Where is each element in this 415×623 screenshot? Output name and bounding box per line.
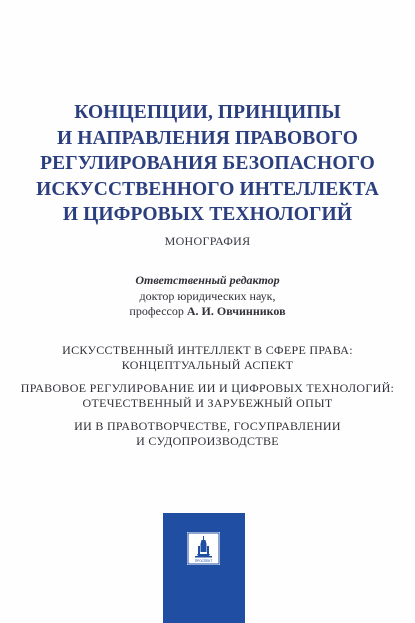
section-item (0, 381, 415, 411)
editor-line (0, 304, 415, 320)
editor-title-prefix: профессор (129, 304, 184, 318)
title-line: И ЦИФРОВЫХ ТЕХНОЛОГИЙ (62, 204, 353, 225)
editor-name: А. И. Овчинников (186, 304, 286, 318)
editor-block (0, 273, 415, 320)
title-line: КОНЦЕПЦИИ, ПРИНЦИПЫ (74, 102, 341, 123)
section-line: КОНЦЕПТУАЛЬНЫЙ АСПЕКТ (121, 358, 294, 372)
sections-list (0, 343, 415, 457)
publisher-logo-icon (187, 532, 220, 565)
genre-label: МОНОГРАФИЯ (164, 234, 251, 248)
editor-role: Ответственный редактор (135, 273, 280, 287)
title-line: ИСКУССТВЕННОГО ИНТЕЛЛЕКТА (36, 178, 379, 200)
publisher-band (163, 513, 245, 623)
title-line: И НАПРАВЛЕНИЯ ПРАВОВОГО (57, 127, 358, 149)
section-item (0, 419, 415, 449)
section-line: ИИ В ПРАВОТВОРЧЕСТВЕ, ГОСУПРАВЛЕНИИ (74, 419, 341, 433)
publisher-logo (187, 532, 220, 565)
section-item (0, 343, 415, 373)
publisher-logo-text: ПРОСПЕКТ (194, 559, 213, 563)
section-line: ПРАВОВОЕ РЕГУЛИРОВАНИЕ ИИ И ЦИФРОВЫХ ТЕХНОЛОГИЙ: (20, 381, 395, 395)
title-line: РЕГУЛИРОВАНИЯ БЕЗОПАСНОГО (40, 153, 375, 174)
section-line: ИСКУССТВЕННЫЙ ИНТЕЛЛЕКТ В СФЕРЕ ПРАВА: (62, 343, 353, 357)
editor-degree: доктор юридических наук, (139, 288, 276, 303)
section-line: И СУДОПРОИЗВОДСТВЕ (136, 434, 279, 448)
book-title (0, 100, 415, 228)
section-line: ОТЕЧЕСТВЕННЫЙ И ЗАРУБЕЖНЫЙ ОПЫТ (82, 396, 333, 410)
